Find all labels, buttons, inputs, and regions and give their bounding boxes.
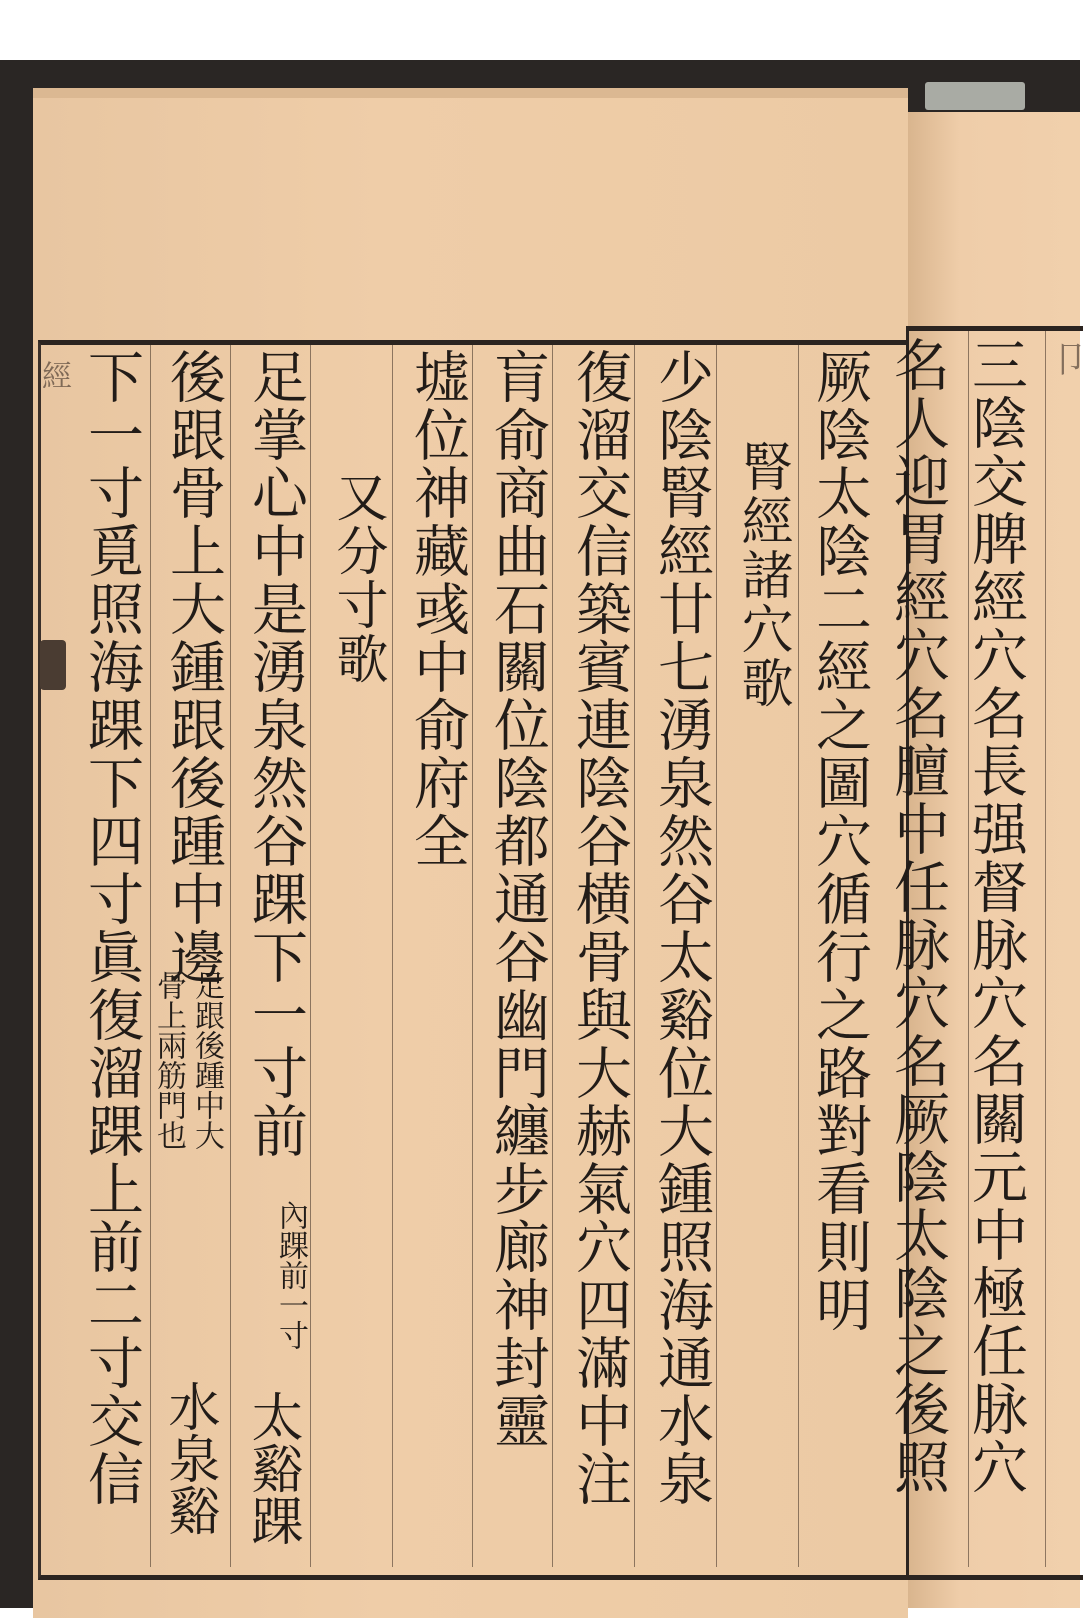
interlinear-note: 太谿踝 (242, 1390, 302, 1546)
column-rule (552, 345, 553, 1567)
text-column: 厥陰太陰二經之圖穴循行之路對看則明 (807, 348, 872, 1334)
column-rule (1045, 331, 1046, 1567)
text-column: 後跟骨上大鍾跟後踵中邊 (161, 348, 226, 986)
column-rule (472, 345, 473, 1567)
book-clip (925, 82, 1025, 110)
text-column: 少陰腎經廿七湧泉然谷太谿位大鍾照海通水泉 (649, 348, 714, 1508)
text-column: 足掌心中是湧泉然谷踝下一寸前 (243, 348, 308, 1160)
text-column: 名人迎胃經穴名膻中任脉穴名厥陰太陰之後照 (885, 336, 950, 1496)
column-rule (798, 345, 799, 1567)
interlinear-note: 內踝前一寸 (273, 1200, 308, 1350)
interlinear-note: 水泉谿 (159, 1380, 219, 1536)
column-rule (230, 345, 231, 1567)
fish-tail-mark (40, 640, 66, 690)
text-column: 肓俞商曲石關位陰都通谷幽門纏步廊神封靈 (485, 348, 550, 1450)
column-rule (716, 345, 717, 1567)
column-rule (150, 345, 151, 1567)
left-margin-fragment: 經 (36, 360, 71, 390)
text-column: 墟位神藏彧中俞府全 (405, 348, 470, 870)
interlinear-note: 骨上兩筋門也 (151, 970, 186, 1150)
column-rule (310, 345, 311, 1567)
column-rule (634, 345, 635, 1567)
interlinear-note: 足跟後踵中大 (189, 970, 224, 1150)
section-heading: 腎經諸穴歌 (732, 440, 792, 710)
column-rule (392, 345, 393, 1567)
text-column: 三陰交脾經穴名長强督脉穴名關元中極任脉穴 (963, 336, 1028, 1496)
section-heading: 又分寸歌 (327, 470, 387, 686)
right-edge-fragment: 卩 (1046, 340, 1087, 376)
text-column: 復溜交信築賓連陰谷横骨與大赫氣穴四滿中注 (567, 348, 632, 1508)
text-column: 下一寸覓照海踝下四寸眞復溜踝上前二寸交信 (79, 348, 144, 1508)
